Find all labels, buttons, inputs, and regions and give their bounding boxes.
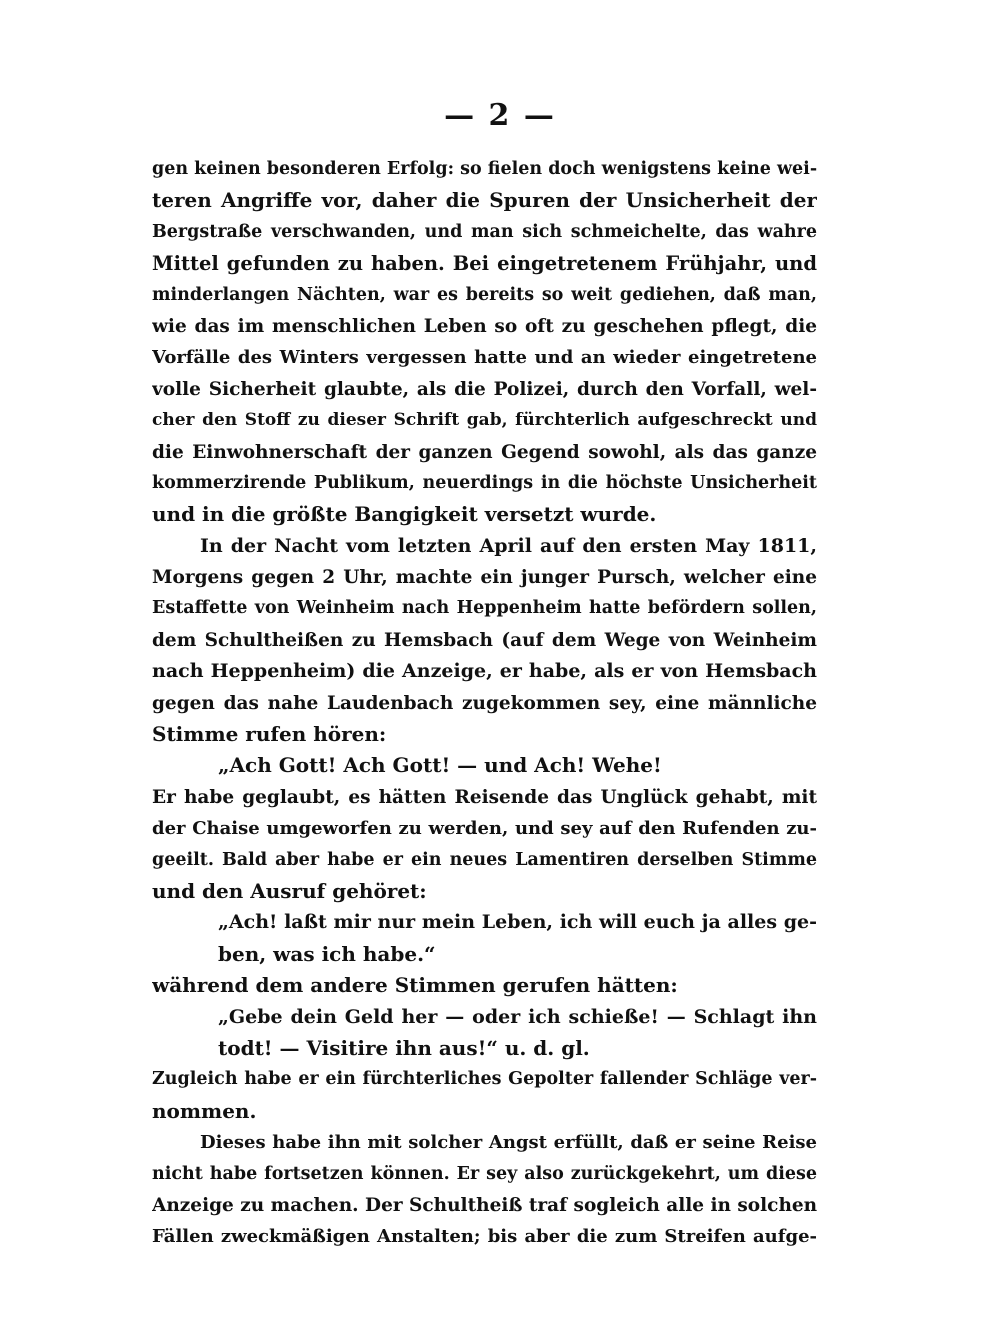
text-line: nach Heppenheim) die Anzeige, er habe, als er von Hemsbach bbox=[152, 660, 817, 683]
text-line: Stimme rufen hören: bbox=[152, 722, 387, 747]
text-line: Er habe geglaubt, es hätten Reisende das Unglück gehabt, mit bbox=[152, 786, 817, 808]
text-line: dem Schultheißen zu Hemsbach (auf dem Wege von Weinheim bbox=[152, 629, 817, 651]
text-line: „Gebe dein Geld her — oder ich schieße! — Schlagt ihn bbox=[218, 1005, 817, 1028]
text-line: kommerzirende Publikum, neuerdings in die höchste Unsicherheit bbox=[152, 472, 817, 493]
text-line: geeilt. Bald aber habe er ein neues Lamentiren derselben Stimme bbox=[152, 849, 817, 870]
page-number: — 2 — bbox=[444, 98, 556, 133]
text-line: Mittel gefunden zu haben. Bei eingetretenem Frühjahr, und bbox=[152, 252, 817, 276]
text-line: Morgens gegen 2 Uhr, machte ein junger Pursch, welcher eine bbox=[152, 567, 817, 589]
text-line: und in die größte Bangigkeit versetzt wurde. bbox=[152, 502, 657, 527]
text-line: ben, was ich habe.“ bbox=[218, 941, 436, 966]
text-line: Fällen zweckmäßigen Anstalten; bis aber die zum Streifen aufge- bbox=[152, 1226, 817, 1248]
text-line: gegen das nahe Laudenbach zugekommen sey, eine männliche bbox=[152, 692, 817, 714]
text-line: cher den Stoff zu dieser Schrift gab, fürchterlich aufgeschreckt und bbox=[152, 410, 817, 431]
page-text bbox=[152, 154, 817, 1253]
text-line: minderlangen Nächten, war es bereits so weit gediehen, daß man, bbox=[152, 284, 817, 305]
text-line: Anzeige zu machen. Der Schultheiß traf sogleich alle in solchen bbox=[152, 1194, 817, 1216]
text-line: „Ach! laßt mir nur mein Leben, ich will euch ja alles ge- bbox=[218, 911, 817, 934]
text-line: Bergstraße verschwanden, und man sich schmeichelte, das wahre bbox=[152, 221, 817, 242]
text-line: die Einwohnerschaft der ganzen Gegend sowohl, als das ganze bbox=[152, 441, 817, 463]
text-line: Dieses habe ihn mit solcher Angst erfüllt, daß er seine Reise bbox=[200, 1132, 817, 1154]
text-line: Zugleich habe er ein fürchterliches Gepolter fallender Schläge ver- bbox=[152, 1069, 817, 1090]
text-line: todt! — Visitire ihn aus!“ u. d. gl. bbox=[218, 1035, 590, 1060]
text-line: volle Sicherheit glaubte, als die Polizei, durch den Vorfall, wel- bbox=[152, 378, 817, 400]
text-line: der Chaise umgeworfen zu werden, und sey auf den Rufenden zu- bbox=[152, 818, 817, 840]
text-line: Vorfälle des Winters vergessen hatte und an wieder eingetretene bbox=[152, 347, 817, 369]
text-line: während dem andere Stimmen gerufen hätten: bbox=[152, 973, 678, 998]
text-line: teren Angriffe vor, daher die Spuren der Unsicherheit der bbox=[152, 188, 817, 213]
text-line: Estaffette von Weinheim nach Heppenheim hatte befördern sollen, bbox=[152, 598, 817, 619]
text-line: nommen. bbox=[152, 1098, 257, 1123]
text-line: wie das im menschlichen Leben so oft zu geschehen pflegt, die bbox=[152, 315, 817, 337]
text-line: und den Ausruf gehöret: bbox=[152, 878, 427, 903]
text-line: nicht habe fortsetzen können. Er sey also zurückgekehrt, um diese bbox=[152, 1163, 817, 1184]
text-line: In der Nacht vom letzten April auf den ersten May 1811, bbox=[200, 534, 817, 557]
text-line: „Ach Gott! Ach Gott! — und Ach! Wehe! bbox=[218, 753, 662, 778]
text-line: gen keinen besonderen Erfolg: so fielen doch wenigstens keine wei- bbox=[152, 159, 817, 179]
